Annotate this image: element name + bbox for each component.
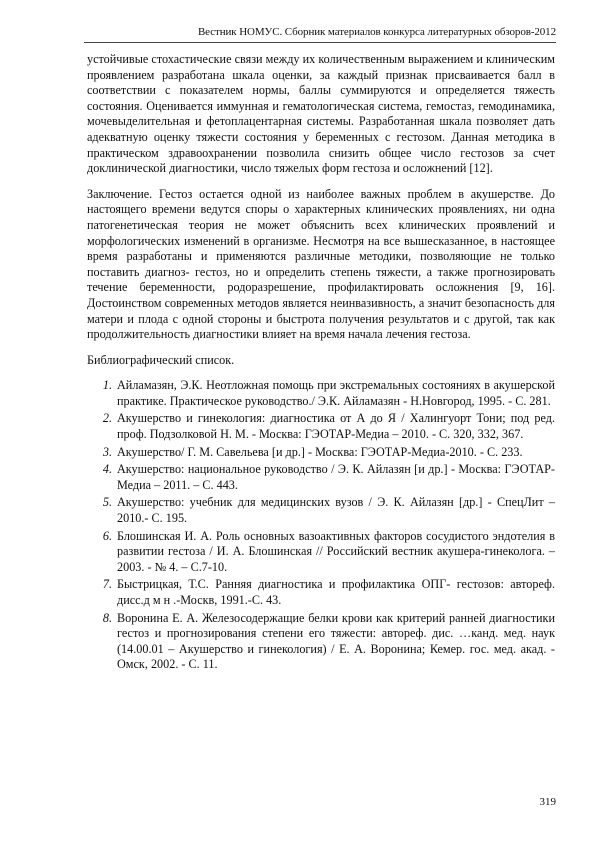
reference-number: 7. <box>102 577 112 592</box>
reference-item <box>87 577 555 608</box>
reference-item <box>87 495 555 526</box>
reference-item <box>87 445 555 461</box>
page-body <box>87 52 555 675</box>
reference-number: 3. <box>102 444 112 459</box>
reference-text: Воронина Е. А. Железосодержащие белки крови как критерий ранней диагностики гестоз и прогнозирования степени его тяжести: автореф. дис. …канд. мед. наук (14.00.01 – Акушерство и гинекология) / Е. А. Воронина; Кемер. гос. мед. акад. - Омск, 2002. - С. 11. <box>117 610 555 672</box>
page-number: 319 <box>539 796 556 808</box>
reference-text: Акушерство: учебник для медицинских вузов / Э. К. Айлазян [др.] - СпецЛит – 2010.- С. 195. <box>117 495 555 526</box>
reference-number: 6. <box>102 528 112 543</box>
reference-item <box>87 611 555 673</box>
reference-text: Акушерство/ Г. М. Савельева [и др.] - Москва: ГЭОТАР-Медиа-2010. - С. 233. <box>117 444 523 459</box>
bibliography-heading: Библиографический список. <box>87 352 235 367</box>
reference-item <box>87 411 555 442</box>
conclusion-paragraph: Заключение. Гестоз остается одной из наиболее важных проблем в акушерстве. До настоящего времени ведутся споры о характерных клинических проявлениях, ни одна патогенетическая теория не может объяснить всех клинических проявлений и морфологических изменений в организме. Несмотря на все вышесказанное, в настоящее время разработаны и применяются различные методики, позволяющие не только поставить диагноз- гестоз, но и определить степень тяжести, а также прогнозировать течение беременности, родоразрешение, профилактировать осложнения [9, 16]. Достоинством современных методов является неинвазивность, а значит безопасность для матери и плода с одной стороны и быстрота получения результатов и с другой, так как продолжительность диагностики влияет на время начала лечения гестоза. <box>87 186 555 342</box>
reference-number: 8. <box>102 610 112 625</box>
reference-number: 1. <box>102 378 112 393</box>
reference-item <box>87 529 555 576</box>
reference-item <box>87 378 555 409</box>
reference-text: Акушерство: национальное руководство / Э. К. Айлазян [и др.] - Москва: ГЭОТАР-Медиа – 2011. – С. 443. <box>117 462 555 492</box>
reference-text: Айламазян, Э.К. Неотложная помощь при экстремальных состояниях в акушерской практике. Практическое руководство./ Э.К. Айламазян - Н.Новгород, 1995. - С. 281. <box>117 378 555 408</box>
running-header: Вестник НОМУС. Сборник материалов конкурса литературных обзоров-2012 <box>197 26 556 38</box>
reference-item <box>87 462 555 493</box>
reference-text: Акушерство и гинекология: диагностика от А до Я / Халингуорт Тони; под ред. проф. Подзолковой Н. М. - Москва: ГЭОТАР-Медиа – 2010. - С. 320, 332, 367. <box>117 411 555 442</box>
reference-text: Быстрицкая, Т.С. Ранняя диагностика и профилактика ОПГ- гестозов: автореф. дисс.д м н .-Москв, 1991.-С. 43. <box>117 577 555 607</box>
reference-text: Блошинская И. А. Роль основных вазоактивных факторов сосудистого эндотелия в развитии гестоза / И. А. Блошинская // Российский вестник акушера-гинеколога. – 2003. - № 4. – С.7-10. <box>117 528 555 574</box>
reference-number: 2. <box>102 411 112 426</box>
header-divider <box>84 42 556 43</box>
reference-number: 4. <box>102 462 112 477</box>
reference-number: 5. <box>102 495 112 510</box>
body-paragraph: устойчивые стохастические связи между их количественным выражением и клиническим проявлением разработана шкала оценки, за каждый признак присваивается балл в соответствии с показателем нормы, баллы суммируются и определяется тяжесть состояния. Оценивается иммунная и гематологическая система, гемостаз, гемодинамика, мочевыделительная и фетоплацентарная системы. Разработанная шкала позволяет дать адекватную оценку тяжести состояния у беременных с гестозом. Данная методика в практическом здравоохранении позволила снизить общее число гестозов за счет доклинической диагностики, число тяжелых форм гестоза и осложнений [12]. <box>87 52 555 176</box>
reference-list <box>87 378 555 673</box>
